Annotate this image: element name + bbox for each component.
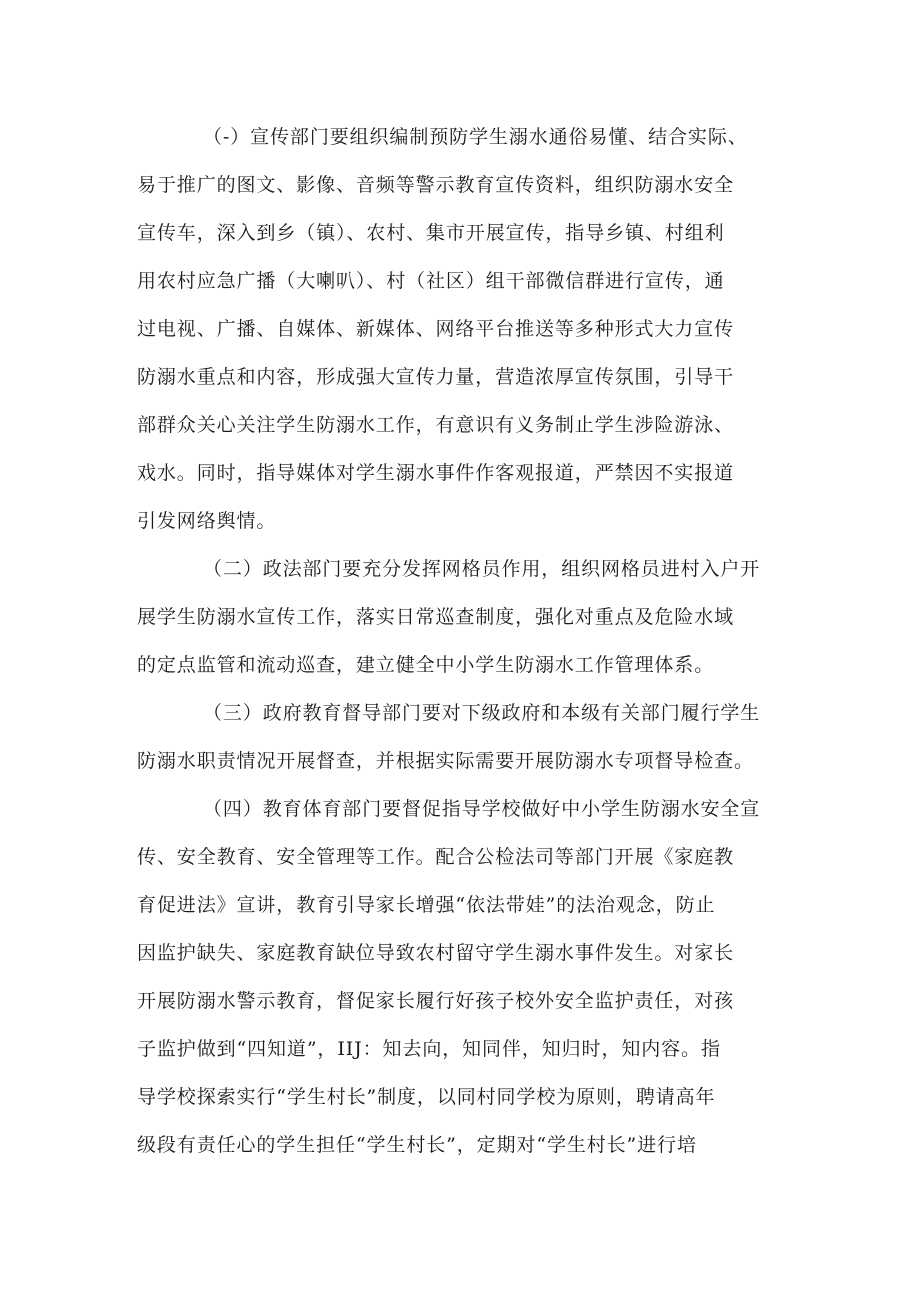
- paragraph-line: 戏水。同时，指导媒体对学生溺水事件作客观报道，严禁因不实报道: [137, 462, 735, 484]
- paragraph-line: 育促进法》宣讲，教育引导家长增强“依法带娃”的法治观念，防止: [137, 894, 716, 916]
- paragraph-line: 用农村应急广播（大喇叭）、村（社区）组干部微信群进行宣传，通: [137, 270, 725, 292]
- paragraph-line: 子监护做到“四知道”，IIJ：知去向，知同伴，知归时，知内容。指: [137, 1038, 721, 1060]
- paragraph-line: 部群众关心关注学生防溺水工作，有意识有义务制止学生涉险游泳、: [137, 414, 735, 436]
- paragraph-line: 防溺水重点和内容，形成强大宣传力量，营造浓厚宣传氛围，引导干: [137, 366, 735, 388]
- paragraph-line: 因监护缺失、家庭教育缺位导致农村留守学生溺水事件发生。对家长: [137, 942, 735, 964]
- paragraph-line: 导学校探索实行“学生村长”制度，以同村同学校为原则，聘请高年: [137, 1086, 716, 1108]
- paragraph-line: 开展防溺水警示教育，督促家长履行好孩子校外安全监护责任，对孩: [137, 990, 735, 1012]
- paragraph-line: 展学生防溺水宣传工作，落实日常巡查制度，强化对重点及危险水域: [137, 606, 735, 628]
- paragraph-line: （-）宣传部门要组织编制预防学生溺水通俗易懂、结合实际、: [203, 126, 748, 148]
- paragraph-1: [137, 113, 797, 545]
- paragraph-line: 宣传车，深入到乡（镇）、农村、集市开展宣传，指导乡镇、村组利: [137, 222, 725, 244]
- paragraph-3: [137, 689, 797, 785]
- paragraph-line: （四）教育体育部门要督促指导学校做好中小学生防溺水安全宣: [203, 798, 761, 820]
- paragraph-line: 传、安全教育、安全管理等工作。配合公检法司等部门开展《家庭教: [137, 846, 735, 868]
- paragraph-line: 的定点监管和流动巡查，建立健全中小学生防溺水工作管理体系。: [137, 654, 715, 676]
- paragraph-line: （二）政法部门要充分发挥网格员作用，组织网格员进村入户开: [203, 558, 761, 580]
- paragraph-4: [137, 785, 797, 1169]
- paragraph-line: 级段有责任心的学生担任“学生村长”，定期对“学生村长”进行培: [137, 1134, 697, 1156]
- paragraph-line: （三）政府教育督导部门要对下级政府和本级有关部门履行学生: [203, 702, 761, 724]
- paragraph-line: 防溺水职责情况开展督查，并根据实际需要开展防溺水专项督导检查。: [137, 750, 754, 772]
- document-body: [137, 113, 797, 1169]
- paragraph-line: 易于推广的图文、影像、音频等警示教育宣传资料，组织防溺水安全: [137, 174, 735, 196]
- paragraph-2: [137, 545, 797, 689]
- paragraph-line: 引发网络舆情。: [137, 510, 277, 532]
- paragraph-line: 过电视、广播、自媒体、新媒体、网络平台推送等多种形式大力宣传: [137, 318, 735, 340]
